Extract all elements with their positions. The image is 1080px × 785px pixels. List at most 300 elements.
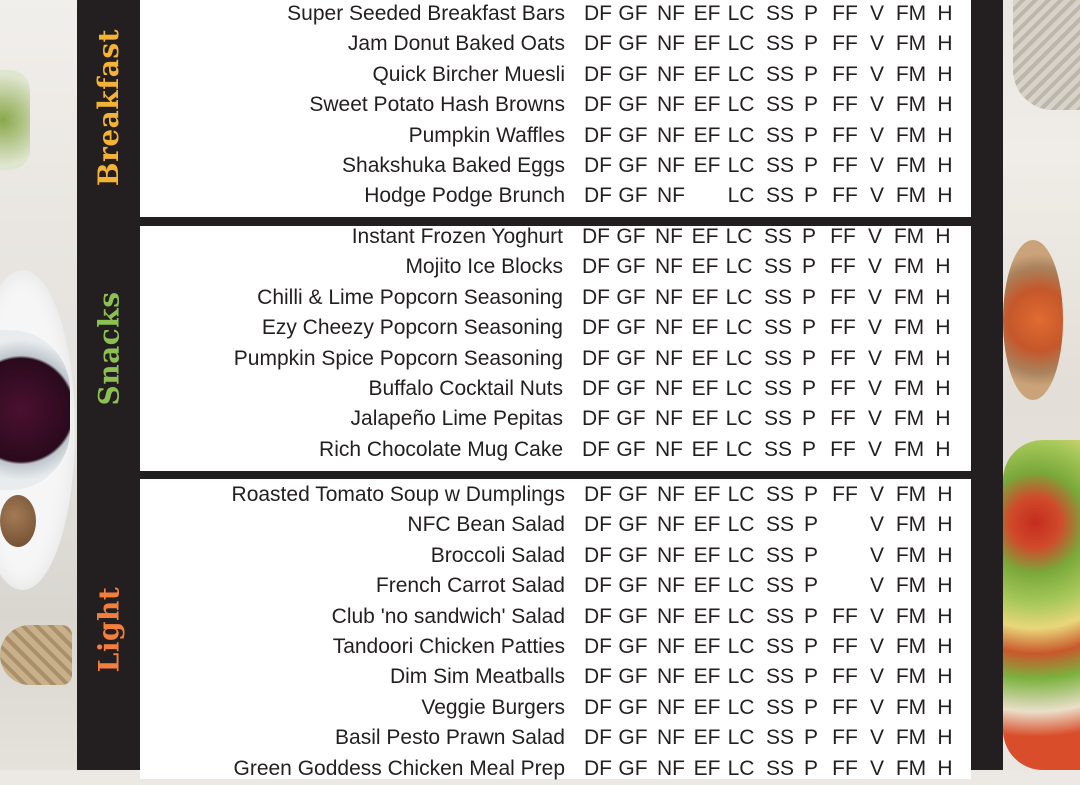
diet-tag-h: H	[937, 756, 953, 780]
recipe-name: Ezy Cheezy Popcorn Seasoning	[261, 316, 563, 340]
diet-tag-v: V	[869, 93, 885, 117]
diet-tag-p: P	[803, 123, 819, 147]
diet-tag-p: P	[801, 285, 817, 309]
diet-tag-fm: FM	[895, 635, 927, 658]
diet-tag-v: V	[869, 154, 885, 177]
recipe-row	[140, 511, 971, 541]
section-title: Snacks	[92, 291, 125, 406]
diet-tag-ff: FF	[830, 437, 856, 461]
diet-tag-ef: EF	[691, 255, 719, 279]
diet-tag-nf: NF	[655, 377, 683, 400]
diet-tag-df: DF	[584, 513, 612, 537]
diet-tag-lc: LC	[727, 2, 755, 25]
diet-tag-ff: FF	[832, 726, 858, 750]
diet-tag-v: V	[869, 184, 885, 208]
diet-tag-gf: GF	[618, 665, 648, 689]
diet-tag-ss: SS	[765, 2, 795, 25]
nut-image	[0, 495, 36, 547]
recipe-row	[140, 663, 971, 693]
diet-tag-h: H	[935, 377, 951, 400]
diet-tag-gf: GF	[618, 184, 648, 208]
diet-tag-fm: FM	[893, 225, 925, 248]
diet-tag-ef: EF	[691, 377, 719, 400]
diet-tag-ss: SS	[765, 32, 795, 56]
recipe-name: Buffalo Cocktail Nuts	[368, 377, 563, 400]
right-food-photo	[1003, 0, 1080, 770]
diet-tag-ff: FF	[830, 285, 856, 309]
diet-tag-fm: FM	[895, 726, 927, 750]
diet-tag-gf: GF	[618, 574, 648, 598]
diet-tag-lc: LC	[727, 32, 755, 56]
diet-tag-ff: FF	[832, 32, 858, 56]
diet-tag-p: P	[803, 726, 819, 750]
diet-tag-lc: LC	[727, 62, 755, 86]
diet-tag-gf: GF	[618, 543, 648, 567]
diet-tag-nf: NF	[657, 2, 685, 25]
diet-tag-df: DF	[584, 93, 612, 117]
diet-tag-df: DF	[582, 316, 610, 340]
diet-tag-df: DF	[584, 543, 612, 567]
diet-tag-ss: SS	[765, 543, 795, 567]
diet-tag-nf: NF	[657, 695, 685, 719]
recipe-name: Hodge Podge Brunch	[364, 184, 565, 208]
recipe-name: Green Goddess Chicken Meal Prep	[233, 756, 565, 780]
recipe-name: French Carrot Salad	[375, 574, 565, 598]
diet-tag-df: DF	[584, 635, 612, 658]
diet-tag-gf: GF	[618, 513, 648, 537]
diet-tag-df: DF	[584, 32, 612, 56]
diet-tag-h: H	[937, 154, 953, 177]
diet-tag-p: P	[803, 756, 819, 780]
diet-tag-ss: SS	[765, 123, 795, 147]
diet-tag-h: H	[937, 184, 953, 208]
diet-tag-gf: GF	[618, 32, 648, 56]
diet-tag-gf: GF	[616, 346, 646, 370]
diet-tag-p: P	[803, 543, 819, 567]
recipe-name: Club 'no sandwich' Salad	[331, 604, 565, 628]
diet-tag-h: H	[937, 574, 953, 598]
recipe-name: Instant Frozen Yoghurt	[351, 225, 563, 248]
diet-tag-h: H	[937, 665, 953, 689]
diet-tag-h: H	[937, 483, 953, 506]
diet-tag-ss: SS	[763, 225, 793, 248]
recipe-name: Broccoli Salad	[430, 543, 565, 567]
diet-tag-nf: NF	[655, 437, 683, 461]
recipe-name: Super Seeded Breakfast Bars	[287, 2, 565, 25]
diet-tag-h: H	[937, 604, 953, 628]
diet-tag-p: P	[801, 437, 817, 461]
diet-tag-nf: NF	[657, 32, 685, 56]
diet-tag-df: DF	[582, 225, 610, 248]
bowl-image	[1003, 240, 1063, 400]
diet-tag-ef: EF	[691, 346, 719, 370]
diet-tag-v: V	[867, 346, 883, 370]
diet-tag-df: DF	[584, 483, 612, 506]
diet-tag-nf: NF	[657, 93, 685, 117]
diet-tag-lc: LC	[727, 726, 755, 750]
diet-tag-ef: EF	[693, 574, 721, 598]
diet-tag-v: V	[867, 377, 883, 400]
diet-tag-h: H	[937, 2, 953, 25]
diet-tag-ef: EF	[691, 407, 719, 431]
diet-tag-df: DF	[584, 695, 612, 719]
recipe-row	[140, 314, 971, 344]
diet-tag-nf: NF	[655, 407, 683, 431]
diet-tag-p: P	[803, 32, 819, 56]
diet-tag-nf: NF	[657, 62, 685, 86]
recipe-row	[140, 405, 971, 435]
diet-tag-ff: FF	[832, 93, 858, 117]
diet-tag-ef: EF	[693, 483, 721, 506]
diet-tag-ff: FF	[830, 255, 856, 279]
recipe-name: Pumpkin Waffles	[408, 123, 565, 147]
recipe-row	[140, 603, 971, 633]
diet-tag-ss: SS	[765, 756, 795, 780]
diet-tag-fm: FM	[895, 32, 927, 56]
diet-tag-ff: FF	[832, 604, 858, 628]
diet-tag-nf: NF	[657, 154, 685, 177]
diet-tag-h: H	[937, 543, 953, 567]
diet-tag-fm: FM	[895, 123, 927, 147]
diet-tag-p: P	[803, 184, 819, 208]
diet-tag-lc: LC	[727, 543, 755, 567]
diet-tag-ss: SS	[765, 665, 795, 689]
diet-tag-lc: LC	[727, 513, 755, 537]
recipe-row	[140, 572, 971, 602]
diet-tag-v: V	[869, 604, 885, 628]
recipe-row	[140, 182, 971, 212]
diet-tag-p: P	[803, 154, 819, 177]
diet-tag-df: DF	[582, 407, 610, 431]
diet-tag-v: V	[869, 756, 885, 780]
diet-tag-h: H	[937, 32, 953, 56]
diet-tag-fm: FM	[895, 184, 927, 208]
basket-image	[1013, 0, 1080, 110]
diet-tag-gf: GF	[616, 437, 646, 461]
diet-tag-p: P	[803, 665, 819, 689]
diet-tag-fm: FM	[893, 346, 925, 370]
diet-tag-ef: EF	[693, 154, 721, 177]
diet-tag-lc: LC	[727, 123, 755, 147]
diet-tag-df: DF	[582, 255, 610, 279]
diet-tag-ff: FF	[832, 184, 858, 208]
diet-tag-ff: FF	[832, 695, 858, 719]
diet-tag-h: H	[935, 316, 951, 340]
diet-tag-nf: NF	[657, 726, 685, 750]
diet-tag-fm: FM	[895, 62, 927, 86]
diet-tag-ef: EF	[693, 2, 721, 25]
diet-tag-lc: LC	[727, 635, 755, 658]
diet-tag-h: H	[935, 407, 951, 431]
diet-tag-ff: FF	[832, 483, 858, 506]
left-food-photo	[0, 0, 77, 770]
diet-tag-h: H	[935, 255, 951, 279]
diet-tag-gf: GF	[618, 756, 648, 780]
diet-tag-fm: FM	[895, 483, 927, 506]
recipe-row	[140, 61, 971, 91]
diet-tag-fm: FM	[893, 377, 925, 400]
diet-tag-ss: SS	[763, 346, 793, 370]
diet-tag-gf: GF	[618, 483, 648, 506]
recipe-row	[140, 481, 971, 511]
diet-tag-fm: FM	[895, 154, 927, 177]
diet-tag-ef: EF	[693, 665, 721, 689]
diet-tag-h: H	[937, 635, 953, 658]
diet-tag-df: DF	[582, 346, 610, 370]
diet-tag-df: DF	[584, 62, 612, 86]
diet-tag-df: DF	[584, 665, 612, 689]
diet-tag-h: H	[937, 123, 953, 147]
diet-tag-gf: GF	[618, 93, 648, 117]
section-label-snacks	[77, 226, 140, 471]
recipe-row	[140, 253, 971, 283]
diet-tag-v: V	[869, 32, 885, 56]
diet-tag-ss: SS	[765, 574, 795, 598]
diet-tag-p: P	[803, 574, 819, 598]
diet-tag-fm: FM	[895, 695, 927, 719]
diet-tag-lc: LC	[725, 437, 753, 461]
diet-tag-ss: SS	[765, 483, 795, 506]
diet-tag-v: V	[869, 665, 885, 689]
diet-tag-fm: FM	[895, 665, 927, 689]
diet-tag-ff: FF	[832, 756, 858, 780]
recipe-name: Veggie Burgers	[421, 695, 565, 719]
diet-tag-lc: LC	[725, 285, 753, 309]
recipe-row	[140, 30, 971, 60]
diet-tag-df: DF	[584, 184, 612, 208]
diet-tag-ss: SS	[763, 377, 793, 400]
diet-tag-ss: SS	[763, 255, 793, 279]
recipe-row	[140, 122, 971, 152]
diet-tag-lc: LC	[727, 756, 755, 780]
diet-tag-p: P	[801, 377, 817, 400]
diet-tag-ef: EF	[693, 756, 721, 780]
diet-tag-df: DF	[582, 437, 610, 461]
diet-tag-ss: SS	[763, 285, 793, 309]
recipe-row	[140, 345, 971, 375]
recipe-name: Rich Chocolate Mug Cake	[319, 437, 563, 461]
diet-tag-ff: FF	[832, 665, 858, 689]
diet-tag-ef: EF	[691, 437, 719, 461]
diet-tag-gf: GF	[616, 377, 646, 400]
salad-image	[1003, 440, 1080, 770]
recipe-row	[140, 633, 971, 663]
diet-tag-lc: LC	[727, 604, 755, 628]
diet-tag-lc: LC	[725, 316, 753, 340]
diet-tag-v: V	[869, 635, 885, 658]
recipe-name: Mojito Ice Blocks	[405, 255, 563, 279]
diet-tag-lc: LC	[727, 184, 755, 208]
recipe-row	[140, 694, 971, 724]
section-title: Breakfast	[92, 28, 126, 187]
diet-tag-lc: LC	[725, 255, 753, 279]
diet-tag-h: H	[937, 93, 953, 117]
recipe-name: Roasted Tomato Soup w Dumplings	[231, 483, 565, 506]
diet-tag-ff: FF	[830, 316, 856, 340]
diet-tag-lc: LC	[727, 483, 755, 506]
diet-tag-p: P	[803, 513, 819, 537]
diet-tag-p: P	[801, 407, 817, 431]
recipe-row	[140, 542, 971, 572]
diet-tag-df: DF	[584, 574, 612, 598]
diet-tag-ff: FF	[832, 62, 858, 86]
diet-tag-df: DF	[582, 377, 610, 400]
diet-tag-df: DF	[584, 604, 612, 628]
diet-tag-lc: LC	[727, 695, 755, 719]
diet-tag-ff: FF	[832, 123, 858, 147]
diet-tag-ss: SS	[765, 695, 795, 719]
diet-tag-nf: NF	[655, 316, 683, 340]
rope-image	[0, 625, 72, 685]
recipe-name: NFC Bean Salad	[407, 513, 565, 537]
diet-tag-lc: LC	[727, 93, 755, 117]
diet-tag-df: DF	[582, 285, 610, 309]
diet-tag-gf: GF	[618, 604, 648, 628]
diet-tag-ss: SS	[765, 93, 795, 117]
diet-tag-v: V	[869, 62, 885, 86]
diet-tag-fm: FM	[895, 756, 927, 780]
diet-tag-nf: NF	[655, 255, 683, 279]
diet-tag-ss: SS	[763, 316, 793, 340]
diet-tag-ef: EF	[693, 695, 721, 719]
diet-tag-ss: SS	[765, 154, 795, 177]
diet-tag-v: V	[867, 225, 883, 248]
diet-tag-h: H	[937, 513, 953, 537]
diet-tag-ff: FF	[830, 346, 856, 370]
diet-tag-gf: GF	[616, 285, 646, 309]
diet-tag-ef: EF	[693, 513, 721, 537]
diet-tag-ef: EF	[693, 123, 721, 147]
diet-tag-v: V	[869, 726, 885, 750]
diet-tag-ss: SS	[765, 62, 795, 86]
recipe-row	[140, 0, 971, 30]
diet-tag-gf: GF	[618, 695, 648, 719]
diet-tag-nf: NF	[655, 225, 683, 248]
diet-tag-lc: LC	[727, 154, 755, 177]
diet-tag-nf: NF	[657, 665, 685, 689]
recipe-name: Sweet Potato Hash Browns	[309, 93, 565, 117]
diet-tag-gf: GF	[616, 316, 646, 340]
diet-tag-p: P	[801, 346, 817, 370]
diet-tag-h: H	[935, 225, 951, 248]
recipe-name: Pumpkin Spice Popcorn Seasoning	[233, 346, 563, 370]
diet-tag-ss: SS	[763, 437, 793, 461]
diet-tag-nf: NF	[657, 543, 685, 567]
diet-tag-v: V	[867, 285, 883, 309]
diet-tag-h: H	[937, 62, 953, 86]
diet-tag-ef: EF	[693, 93, 721, 117]
diet-tag-p: P	[803, 604, 819, 628]
diet-tag-nf: NF	[655, 285, 683, 309]
diet-tag-fm: FM	[895, 574, 927, 598]
diet-tag-fm: FM	[895, 543, 927, 567]
diet-tag-gf: GF	[618, 123, 648, 147]
diet-tag-nf: NF	[657, 184, 685, 208]
recipe-name: Jalapeño Lime Pepitas	[350, 407, 563, 431]
diet-tag-ef: EF	[691, 285, 719, 309]
diet-tag-ef: EF	[693, 543, 721, 567]
recipe-name: Shakshuka Baked Eggs	[342, 154, 565, 177]
recipe-row	[140, 724, 971, 754]
diet-tag-nf: NF	[657, 756, 685, 780]
diet-tag-ff: FF	[830, 225, 856, 248]
diet-tag-v: V	[867, 255, 883, 279]
diet-tag-df: DF	[584, 154, 612, 177]
recipe-name: Jam Donut Baked Oats	[347, 32, 565, 56]
diet-tag-nf: NF	[657, 574, 685, 598]
diet-tag-lc: LC	[727, 574, 755, 598]
diet-tag-lc: LC	[725, 377, 753, 400]
diet-tag-v: V	[867, 407, 883, 431]
diet-tag-p: P	[803, 93, 819, 117]
diet-tag-p: P	[801, 225, 817, 248]
recipe-row	[140, 284, 971, 314]
diet-tag-fm: FM	[893, 255, 925, 279]
recipe-row	[140, 436, 971, 466]
diet-tag-fm: FM	[895, 604, 927, 628]
diet-tag-fm: FM	[893, 316, 925, 340]
diet-tag-h: H	[937, 726, 953, 750]
section-title: Light	[92, 586, 126, 672]
diet-tag-h: H	[937, 695, 953, 719]
diet-tag-v: V	[869, 513, 885, 537]
diet-tag-p: P	[803, 483, 819, 506]
diet-tag-v: V	[867, 437, 883, 461]
diet-tag-lc: LC	[725, 346, 753, 370]
diet-tag-gf: GF	[618, 2, 648, 25]
diet-tag-ef: EF	[693, 62, 721, 86]
diet-tag-gf: GF	[616, 225, 646, 248]
diet-tag-h: H	[935, 437, 951, 461]
diet-tag-v: V	[869, 2, 885, 25]
diet-tag-ef: EF	[691, 316, 719, 340]
diet-tag-p: P	[801, 255, 817, 279]
diet-tag-p: P	[801, 316, 817, 340]
diet-tag-lc: LC	[727, 665, 755, 689]
diet-tag-nf: NF	[657, 635, 685, 658]
diet-tag-ef: EF	[693, 726, 721, 750]
diet-tag-ss: SS	[765, 184, 795, 208]
diet-tag-df: DF	[584, 2, 612, 25]
diet-tag-nf: NF	[655, 346, 683, 370]
diet-tag-v: V	[869, 574, 885, 598]
recipe-row	[140, 375, 971, 405]
diet-tag-v: V	[867, 316, 883, 340]
section-label-breakfast	[77, 0, 140, 217]
diet-tag-lc: LC	[725, 225, 753, 248]
diet-tag-ff: FF	[830, 377, 856, 400]
diet-tag-fm: FM	[893, 437, 925, 461]
recipe-name: Basil Pesto Prawn Salad	[335, 726, 565, 750]
diet-tag-fm: FM	[895, 2, 927, 25]
diet-tag-v: V	[869, 695, 885, 719]
diet-tag-ff: FF	[832, 635, 858, 658]
diet-tag-gf: GF	[618, 726, 648, 750]
diet-tag-ss: SS	[763, 407, 793, 431]
diet-tag-h: H	[935, 346, 951, 370]
diet-tag-df: DF	[584, 756, 612, 780]
recipe-row	[140, 91, 971, 121]
diet-tag-gf: GF	[618, 635, 648, 658]
diet-tag-p: P	[803, 62, 819, 86]
diet-tag-ef: EF	[693, 635, 721, 658]
diet-tag-fm: FM	[895, 513, 927, 537]
diet-tag-ef: EF	[693, 604, 721, 628]
diet-tag-p: P	[803, 2, 819, 25]
diet-tag-gf: GF	[616, 255, 646, 279]
recipe-name: Tandoori Chicken Patties	[332, 635, 565, 658]
diet-tag-ff: FF	[832, 154, 858, 177]
